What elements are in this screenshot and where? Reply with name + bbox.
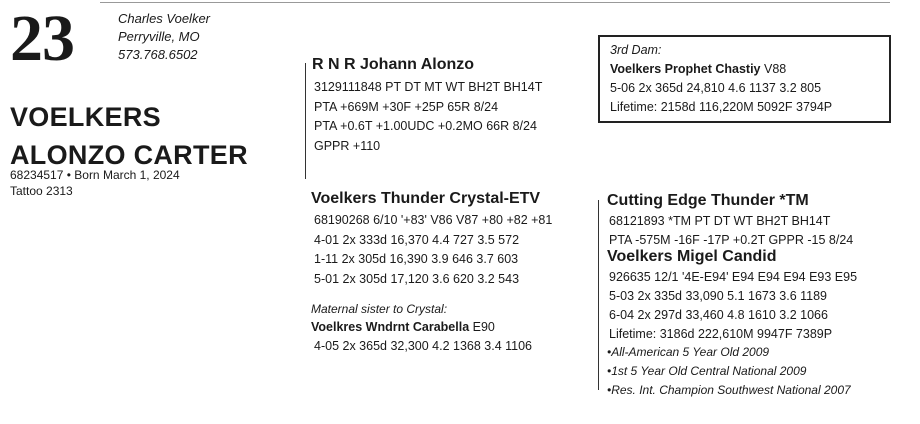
- sire-name: R N R Johann Alonzo: [312, 56, 475, 73]
- animal-name-line1: VOELKERS: [10, 102, 161, 132]
- dam-info-line: 4-01 2x 333d 16,370 4.4 727 3.5 572: [314, 232, 520, 247]
- sire-info-line: PTA +669M +30F +25P 65R 8/24: [314, 99, 499, 114]
- sire-bracket-line: [305, 63, 306, 179]
- granddam-line: 6-04 2x 297d 33,460 4.8 1610 3.2 1066: [609, 308, 828, 322]
- maternal-grandsire-info: [609, 212, 853, 250]
- consignor-phone: 573.768.6502: [118, 47, 198, 62]
- maternal-sister-score: E90: [469, 320, 495, 334]
- dam-info: [314, 211, 552, 289]
- granddam-line: 5-03 2x 335d 33,090 5.1 1673 3.6 1189: [609, 289, 828, 303]
- animal-meta: [10, 167, 180, 199]
- granddam-line: Lifetime: 3186d 222,610M 9947F 7389P: [609, 327, 833, 341]
- dam-name: Voelkers Thunder Crystal-ETV: [311, 190, 541, 207]
- maternal-sister-name-text: Voelkres Wndrnt Carabella: [311, 320, 470, 334]
- consignor-block: [118, 10, 210, 64]
- granddam-honor: •1st 5 Year Old Central National 2009: [607, 364, 807, 378]
- granddam-honors: [607, 343, 851, 400]
- maternal-sister-record: 4-05 2x 365d 32,300 4.2 1368 3.4 1106: [314, 339, 533, 353]
- maternal-sister-name: [311, 320, 495, 334]
- top-rule: [100, 2, 890, 3]
- granddam-line: 926635 12/1 '4E-E94' E94 E94 E94 E93 E95: [609, 270, 858, 284]
- maternal-sister-label: Maternal sister to Crystal:: [311, 302, 448, 316]
- maternal-grandsire-line: 68121893 *TM PT DT WT BH2T BH14T: [609, 214, 831, 228]
- sire-info-line: GPPR +110: [314, 138, 381, 153]
- third-dam-lifetime: Lifetime: 2158d 116,220M 5092F 3794P: [610, 100, 833, 114]
- maternal-grandsire-name: Cutting Edge Thunder *TM: [607, 192, 809, 209]
- dam-info-line: 68190268 6/10 '+83' V86 V87 +80 +82 +81: [314, 213, 553, 227]
- third-dam-name: Voelkers Prophet Chastiy: [610, 62, 761, 76]
- granddam-info: [609, 268, 857, 344]
- animal-tattoo: Tattoo 2313: [10, 184, 73, 198]
- third-dam-name-row: [610, 60, 879, 79]
- animal-id-born: 68234517 • Born March 1, 2024: [10, 168, 180, 182]
- dam-info-line: 5-01 2x 305d 17,120 3.6 620 3.2 543: [314, 271, 520, 286]
- granddam-name: Voelkers Migel Candid: [607, 248, 777, 265]
- maternal-grandsire-line: PTA -575M -16F -17P +0.2T GPPR -15 8/24: [609, 233, 854, 247]
- consignor-location: Perryville, MO: [118, 29, 200, 44]
- lot-number: 23: [10, 2, 74, 75]
- third-dam-box: [598, 35, 891, 123]
- third-dam-score: V88: [760, 62, 787, 76]
- consignor-name: Charles Voelker: [118, 11, 211, 26]
- granddam-honor: •Res. Int. Champion Southwest National 2007: [607, 383, 851, 397]
- dam-info-line: 1-11 2x 305d 16,390 3.9 646 3.7 603: [314, 252, 519, 266]
- animal-name-line2: ALONZO CARTER: [10, 140, 248, 170]
- third-dam-record: 5-06 2x 365d 24,810 4.6 1137 3.2 805: [610, 81, 822, 95]
- animal-name: [10, 98, 248, 174]
- sire-info-line: 3129111848 PT DT MT WT BH2T BH14T: [314, 80, 543, 94]
- granddam-honor: •All-American 5 Year Old 2009: [607, 345, 770, 359]
- sire-info-line: PTA +0.6T +1.00UDC +0.2MO 66R 8/24: [314, 119, 537, 133]
- third-dam-label: 3rd Dam:: [610, 43, 662, 57]
- maternal-bracket-line: [598, 200, 599, 390]
- sire-info: [314, 78, 542, 156]
